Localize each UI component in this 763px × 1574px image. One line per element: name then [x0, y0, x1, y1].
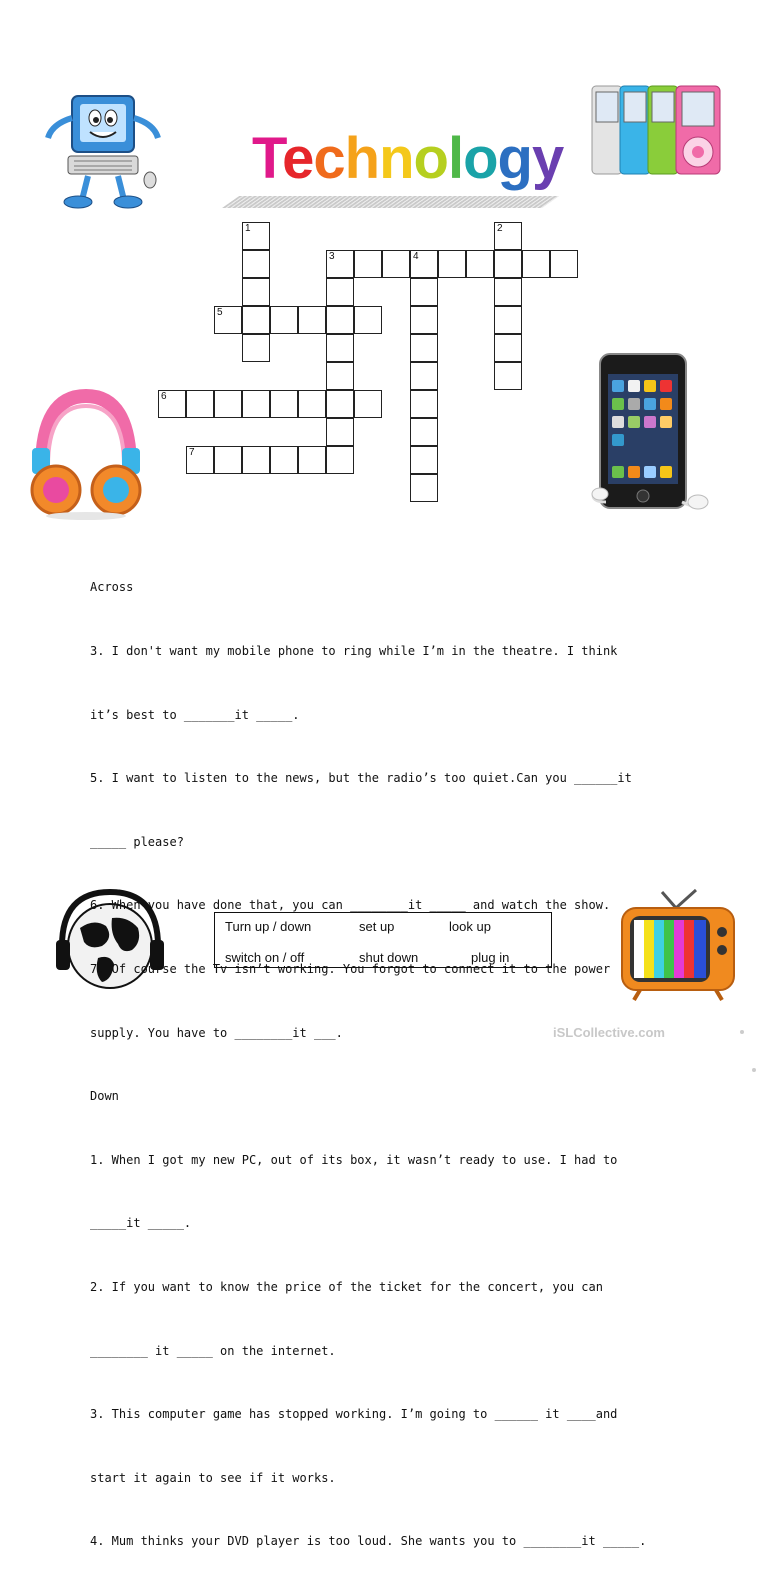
crossword-cell[interactable] [326, 390, 354, 418]
crossword-clue-number: 1 [245, 223, 251, 234]
clue-heading-across: Across [90, 580, 134, 595]
watermark-footer: iSLCollective.com [553, 1025, 665, 1040]
crossword-cell[interactable] [410, 250, 438, 278]
crossword-cell[interactable] [522, 250, 550, 278]
crossword-cell[interactable] [214, 446, 242, 474]
crossword-cell[interactable] [410, 418, 438, 446]
crossword-cell[interactable] [438, 250, 466, 278]
crossword-cell[interactable] [354, 390, 382, 418]
clue-line: start it again to see if it works. [90, 1470, 336, 1485]
decor-dot [740, 1030, 744, 1034]
crossword-clue-number: 7 [189, 447, 195, 458]
title-letter: o [463, 126, 498, 191]
clues-section [90, 535, 710, 1574]
crossword-cell[interactable] [326, 418, 354, 446]
crossword-cell[interactable] [242, 306, 270, 334]
crossword-cell[interactable] [214, 390, 242, 418]
clue-line: 3. This computer game has stopped working. I’m going to ______ it ____and [90, 1407, 618, 1422]
word-bank-item: set up [359, 919, 395, 934]
crossword-cell[interactable] [242, 222, 270, 250]
clue-line: 5. I want to listen to the news, but the radio’s too quiet.Can you ______it [90, 771, 632, 786]
crossword-cell[interactable] [270, 306, 298, 334]
title-letter: n [379, 126, 414, 191]
crossword-cell[interactable] [326, 278, 354, 306]
title-letter: e [282, 126, 314, 191]
word-bank-item: look up [449, 919, 491, 934]
clue-line: 2. If you want to know the price of the ticket for the concert, you can [90, 1279, 603, 1294]
crossword-cell[interactable] [494, 250, 522, 278]
word-bank-item: switch on / off [225, 950, 305, 965]
crossword-cell[interactable] [410, 362, 438, 390]
crossword-cell[interactable] [158, 390, 186, 418]
crossword-cell[interactable] [410, 334, 438, 362]
crossword-cell[interactable] [298, 390, 326, 418]
crossword-clue-number: 5 [217, 307, 223, 318]
crossword-cell[interactable] [270, 390, 298, 418]
crossword-clue-number: 3 [329, 251, 335, 262]
crossword-cell[interactable] [186, 390, 214, 418]
crossword-cell[interactable] [494, 278, 522, 306]
crossword-cell[interactable] [410, 390, 438, 418]
title-letter: g [497, 126, 532, 191]
word-bank-item: shut down [359, 950, 419, 965]
crossword-cell[interactable] [354, 306, 382, 334]
title-letter: T [252, 126, 283, 191]
clue-line: 4. Mum thinks your DVD player is too loud. She wants you to ________it _____. [90, 1534, 647, 1549]
title-letter: y [531, 126, 564, 191]
title-letter: o [413, 126, 448, 191]
clue-line: 7. Of course the Tv isn’t working. You forgot to connect it to the power [90, 961, 611, 976]
crossword-clue-number: 4 [413, 251, 419, 262]
crossword-cell[interactable] [382, 250, 410, 278]
clue-line: ________ it _____ on the internet. [90, 1343, 336, 1358]
crossword-cell[interactable] [326, 250, 354, 278]
crossword-cell[interactable] [494, 334, 522, 362]
crossword-cell[interactable] [494, 362, 522, 390]
word-bank-item: Turn up / down [225, 919, 312, 934]
title-letter: l [447, 126, 464, 191]
crossword-cell[interactable] [326, 362, 354, 390]
crossword-cell[interactable] [410, 446, 438, 474]
title-letter: c [313, 126, 345, 191]
clue-line: 1. When I got my new PC, out of its box, it wasn’t ready to use. I had to [90, 1152, 618, 1167]
crossword-cell[interactable] [326, 446, 354, 474]
crossword-cell[interactable] [326, 306, 354, 334]
clue-line: _____ please? [90, 834, 184, 849]
title-letter: h [344, 126, 380, 191]
word-bank-item: plug in [471, 950, 510, 965]
crossword-cell[interactable] [298, 446, 326, 474]
crossword-cell[interactable] [354, 250, 382, 278]
clue-line: _____it _____. [90, 1216, 192, 1231]
clue-line: it’s best to _______it _____. [90, 707, 300, 722]
crossword-clue-number: 2 [497, 223, 503, 234]
crossword-cell[interactable] [410, 278, 438, 306]
clue-line: supply. You have to ________it ___. [90, 1025, 343, 1040]
crossword-cell[interactable] [242, 250, 270, 278]
crossword-cell[interactable] [410, 474, 438, 502]
decor-dot [752, 1068, 756, 1072]
crossword-cell[interactable] [298, 306, 326, 334]
crossword-cell[interactable] [494, 222, 522, 250]
crossword-cell[interactable] [242, 446, 270, 474]
crossword-cell[interactable] [270, 446, 298, 474]
word-bank [214, 912, 552, 968]
crossword-clue-number: 6 [161, 391, 167, 402]
crossword-cell[interactable] [242, 278, 270, 306]
crossword-cell[interactable] [242, 334, 270, 362]
crossword-cell[interactable] [466, 250, 494, 278]
clue-heading-down: Down [90, 1089, 119, 1104]
crossword-cell[interactable] [326, 334, 354, 362]
crossword-cell[interactable] [242, 390, 270, 418]
clue-line: 3. I don't want my mobile phone to ring while I’m in the theatre. I think [90, 644, 618, 658]
crossword-cell[interactable] [186, 446, 214, 474]
crossword-grid [0, 0, 763, 480]
crossword-cell[interactable] [410, 306, 438, 334]
crossword-cell[interactable] [494, 306, 522, 334]
crossword-cell[interactable] [214, 306, 242, 334]
clue-line: 6. When you have done that, you can ________it _____ and watch the show. [90, 898, 611, 913]
crossword-cell[interactable] [550, 250, 578, 278]
